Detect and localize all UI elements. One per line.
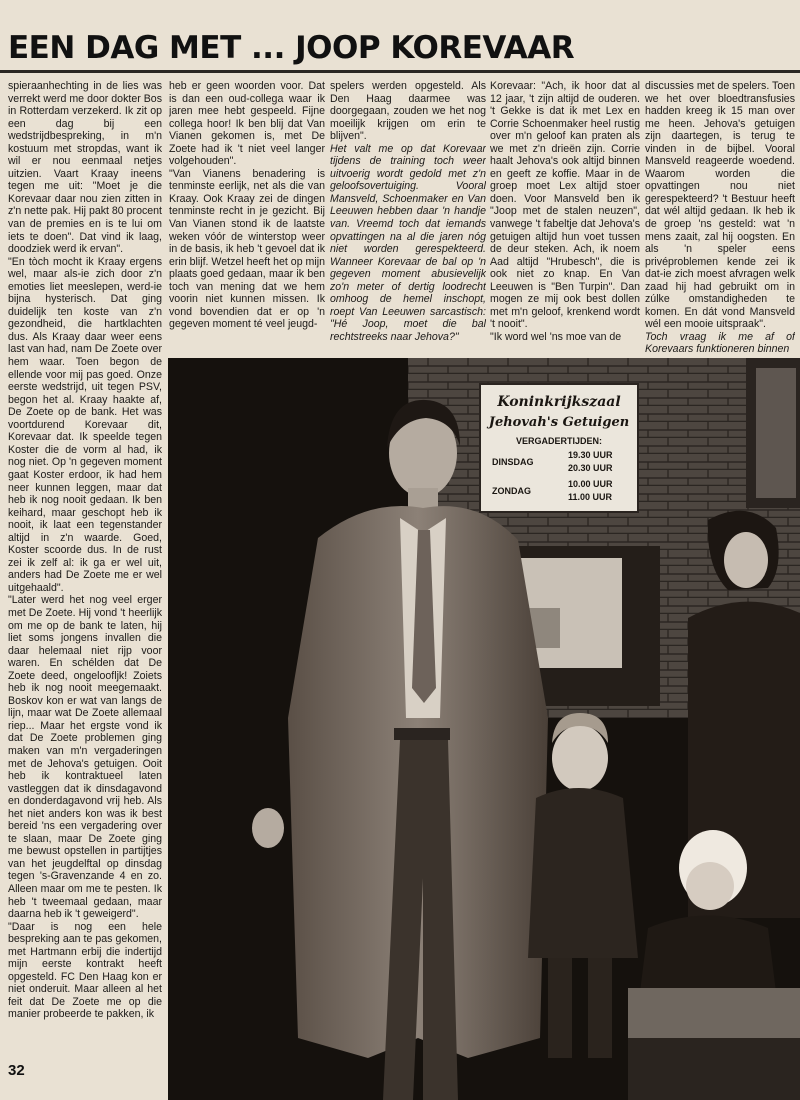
paragraph: spieraanhechting in de lies was verrekt werd me door dokter Bos in Rotterdam verzekerd. Ik zit op een dag bij een wedstrijdbespreking, in m'n kostuum met stropdas, want ik wil er nou eenmaal netjes uitzien. Vaart Kraay ineens tegen me uit: "Moet je die Korevaar daar nou zien zitten in z'n nette pak. Hij pakt 80 procent van de premies en is te lui om iets te doen". Dat vind ik laag, doodziek werd ik ervan". <box>8 80 162 256</box>
article-column-1 <box>8 80 162 1060</box>
article-column-3 <box>330 80 486 362</box>
italic-paragraph: Het valt me op dat Korevaar tijdens de training toch weer uitvoerig wordt gedold met z'n geloofsovertuiging. Vooral Mansveld, Schoenmaker en Van Leeuwen hebben daar 'n handje van. Vreemd toch dat iemands opvattingen na al die jaren nóg niet worden gerespekteerd. Wanneer Korevaar de bal op 'n gegeven moment abusievelijk zo'n meter of dertig loodrecht omhoog de hemel inschopt, roept Van Leeuwen sarcastisch: "Hé Joop, moet die bal rechtstreeks naar Jehova?" <box>330 142 486 343</box>
article-column-4 <box>490 80 640 362</box>
family-photo-illustration <box>168 358 800 1100</box>
sign-time-1b: 20.30 UUR <box>568 463 613 473</box>
paragraph: heb er geen woorden voor. Dat is dan een oud-collega waar ik jaren mee hebt gespeeld. Fijne collega hoor! Ik ben blij dat Van Vianen gekomen is, met De Zoete had ik 't niet veel langer volgehouden". <box>169 80 325 168</box>
article-column-5 <box>645 80 795 362</box>
sign-day-1: DINSDAG <box>492 457 534 467</box>
page-headline: EEN DAG MET ... JOOP KOREVAAR <box>8 30 575 66</box>
sign-time-1a: 19.30 UUR <box>568 450 613 460</box>
paragraph: "Later werd het nog veel erger met De Zoete. Hij vond 't heerlijk om me op de bank te laten, hij liet soms jongens invallen die daar helemaal niet rijp voor waren. En schélden dat De Zoete deed, ongeloofljk! Zoiets heb ik nog nooit meegemaakt. Boskov kon er wat van langs de lijn, maar wat De Zoete allemaal riep... Maar het ergste vond ik dat De Zoete problemen ging maken van m'n vergaderingen met de Jehova's getuigen. Ooit heb ik kontraktueel laten vastleggen dat ik dinsdagavond en donderdagavond vrij heb. Als het niet anders kon was ik best bereid 'ns een vergadering over te slaan, maar De Zoete ging me bewust opstellen in partijtjes van het jeugdelftal op dinsdag tegen 's-Gravenzande 4 en zo. Alleen maar om me te pesten. Ik heb 't tweemaal gedaan, maar daarna heb ik 't geweigerd". <box>8 594 162 921</box>
sign-line-2: Jehovah's Getuigen <box>488 415 630 430</box>
article-column-2 <box>169 80 325 362</box>
sign-line-1: Koninkrijkszaal <box>497 394 621 410</box>
paragraph: "Ik word wel 'ns moe van de <box>490 330 622 343</box>
paragraph: Korevaar: "Ach, ik hoor dat al 12 jaar, 't zijn altijd de ouderen. 't Gekke is dat ik met Lex en Corrie Schoenmaker heel rustig over m'n geloof kan praten als we met z'n drieën zijn. Corrie haalt Jehova's ook altijd binnen en geeft ze koffie. Maar in de groep moet Lex altijd stoer doen. Voor Mansveld ben ik "Joop met de stalen neuzen", vanwege 't fabeltje dat Jehova's getuigen altijd hun voet tussen de deur steken. Ach, ik noem Aad altijd "Hrubesch", die is ook niet zo knap. En Van Leeuwen is "Ben Turpin". Dan mogen ze mij ook best dollen met m'n geloof, krenkend wordt 't nooit". <box>490 80 640 331</box>
sign-time-2b: 11.00 UUR <box>568 492 613 502</box>
paragraph: discussies met de spelers. Toen we het over bloedtransfusies hadden kreeg ik 15 man over me heen. Jehova's getuigen zijn daartegen, is terug te vinden in de bijbel. Vooral Mansveld reageerde woedend. Waarom worden die opvattingen nou niet gerespekteerd? 't Bestuur heeft dat wél altijd gedaan. Ik heb ik de groep 'ns gesteld: wat 'n mens zaait, zal hij oogsten. En als 'n speler eens privéproblemen kende zei ik dat-ie zich moest afvragen welk zaad hij had gebruikt om in zúlke omstandigheden te komen. En dát vond Mansveld wél een mooie uitspraak". <box>645 80 795 331</box>
paragraph: spelers werden opgesteld. Als Den Haag daarmee was doorgegaan, zouden we het nog moeilijk krijgen om erin te blijven". <box>330 80 486 143</box>
italic-paragraph: Toch vraag ik me af of Korevaars funktioneren binnen <box>645 330 795 356</box>
paragraph: "Van Vianens benadering is tenminste eerlijk, net als die van Kraay. Ook Kraay zei de dingen tenminste recht in je gezicht. Bij Van Vianen stond ik de laatste weken vóór de winterstop weer in de basis, ik heb 't gevoel dat ik erin blijf. Wetzel heeft het op mijn plaats goed gedaan, maar ik ben toch van mening dat we hem voorin niet kunnen missen. Ik vond bovendien dat er op 'n gegeven moment té veel jeugd- <box>169 167 325 331</box>
sign-day-2: ZONDAG <box>492 486 531 496</box>
paragraph: "En tòch mocht ik Kraay ergens wel, maar als-ie zich door z'n emoties liet meeslepen, werd-ie bijna hysterisch. Dat ging duidelijk ten koste van z'n gezondheid, die hartklachten dus. Als Kraay daar weer eens last van had, nam De Zoete over hem waar. Toen begon de ellende voor mij pas goed. Onze eerste wedstrijd, uit tegen PSV, begon het al. Kraay haakte af, De Zoete op de bank. Het was voortdurend Korevaar dit, Korevaar dat. Ik speelde tegen Koster die de vorm al had, ik nog niet. Op 'n gegeven moment gaat Koster erdoor, ik had hem neer kunnen leggen, maar dat heb ik nog nooit gedaan. Ik ben keihard, maar geschopt heb ik nooit, ik laat een tegenstander altijd in z'n waarde. Goed, Koster scoorde dus. In de rust zei ik zelf al: ik ga er wel uit, anders had De Zoete me er wel uitgehaald". <box>8 255 162 594</box>
family-photo <box>168 358 800 1100</box>
page-number: 32 <box>8 1062 25 1079</box>
sign-heading: VERGADERTIJDEN: <box>515 436 603 446</box>
sign-time-2a: 10.00 UUR <box>568 479 613 489</box>
paragraph: "Daar is nog een hele bespreking aan te pas gekomen, met Hartmann erbij die indertijd mijn eerste kontrakt heeft opgesteld. FC Den Haag kon er niet onderuit. Maar alleen al het feit dat De Zoete me op die manier probeerde te pakken, ik <box>8 920 162 1021</box>
meeting-times-sign <box>480 384 638 512</box>
headline-rule <box>0 70 800 73</box>
